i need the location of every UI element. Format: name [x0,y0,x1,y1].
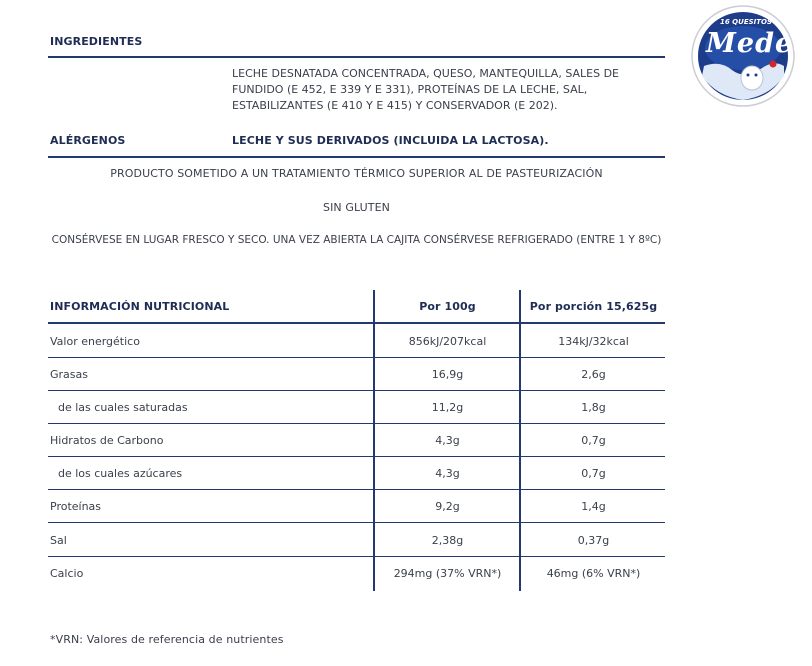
divider [48,156,665,158]
brand-logo [690,4,812,108]
salt-per100: 2,38g [431,534,464,547]
calcium-per100: 294mg (37% VRN*) [393,567,502,580]
energy-per100: 856kJ/207kcal [408,335,487,348]
row-divider [48,456,665,457]
row-divider [48,357,665,358]
row-divider [48,556,665,557]
allergens-heading: ALÉRGENOS [50,134,126,147]
saturated-fat-label: de las cuales saturadas [58,401,188,414]
energy-per-portion: 134kJ/32kcal [558,335,629,348]
ingredients-heading: INGREDIENTES [50,35,143,48]
salt-per-portion: 0,37g [577,534,610,547]
carbohydrates-per100: 4,3g [435,434,460,447]
row-divider [48,423,665,424]
ingredients-text: LECHE DESNATADA CONCENTRADA, QUESO, MANTEQUILLA, SALES DE FUNDIDO (E 452, E 339 Y E 331), PROTEÍNAS DE LA LECHE, SAL, ESTABILIZANTES (E 410 Y E 415) Y CONSERVADOR (E 202). [232,67,620,112]
calcium-label: Calcio [50,567,84,580]
row-divider [48,489,665,490]
brand-tagline: 16 QUESITOS [720,18,773,26]
protein-per-portion: 1,4g [581,500,606,513]
salt-label: Sal [50,534,67,547]
heat-treatment-note: PRODUCTO SOMETIDO A UN TRATAMIENTO TÉRMICO SUPERIOR AL DE PASTEURIZACIÓN [110,167,603,180]
calcium-per-portion: 46mg (6% VRN*) [546,567,641,580]
nutrition-heading: INFORMACIÓN NUTRICIONAL [50,300,230,313]
per-100g-header: Por 100g [419,300,476,313]
energy-label: Valor energético [50,335,140,348]
carbohydrates-label: Hidratos de Carbono [50,434,164,447]
carbohydrates-per-portion: 0,7g [581,434,606,447]
storage-note: CONSÉRVESE EN LUGAR FRESCO Y SECO. UNA VEZ ABIERTA LA CAJITA CONSÉRVESE REFRIGERADO (ENTRE 1 Y 8ºC) [51,234,662,246]
row-divider [48,522,665,523]
protein-per100: 9,2g [435,500,460,513]
fat-per100: 16,9g [431,368,464,381]
sugars-per-portion: 0,7g [581,467,606,480]
divider [48,56,665,58]
per-portion-header: Por porción 15,625g [529,300,658,313]
fat-label: Grasas [50,368,88,381]
saturated-fat-per100: 11,2g [431,401,464,414]
allergens-text: LECHE Y SUS DERIVADOS (INCLUIDA LA LACTOSA). [232,134,549,147]
fat-per-portion: 2,6g [581,368,606,381]
row-divider [48,390,665,391]
sugars-per100: 4,3g [435,467,460,480]
gluten-free-note: SIN GLUTEN [322,201,390,214]
brand-name: Medea [706,28,812,59]
divider [48,322,665,324]
saturated-fat-per-portion: 1,8g [581,401,606,414]
sugars-label: de los cuales azúcares [58,467,183,480]
protein-label: Proteínas [50,500,102,513]
footnote: *VRN: Valores de referencia de nutrientes [50,633,284,646]
